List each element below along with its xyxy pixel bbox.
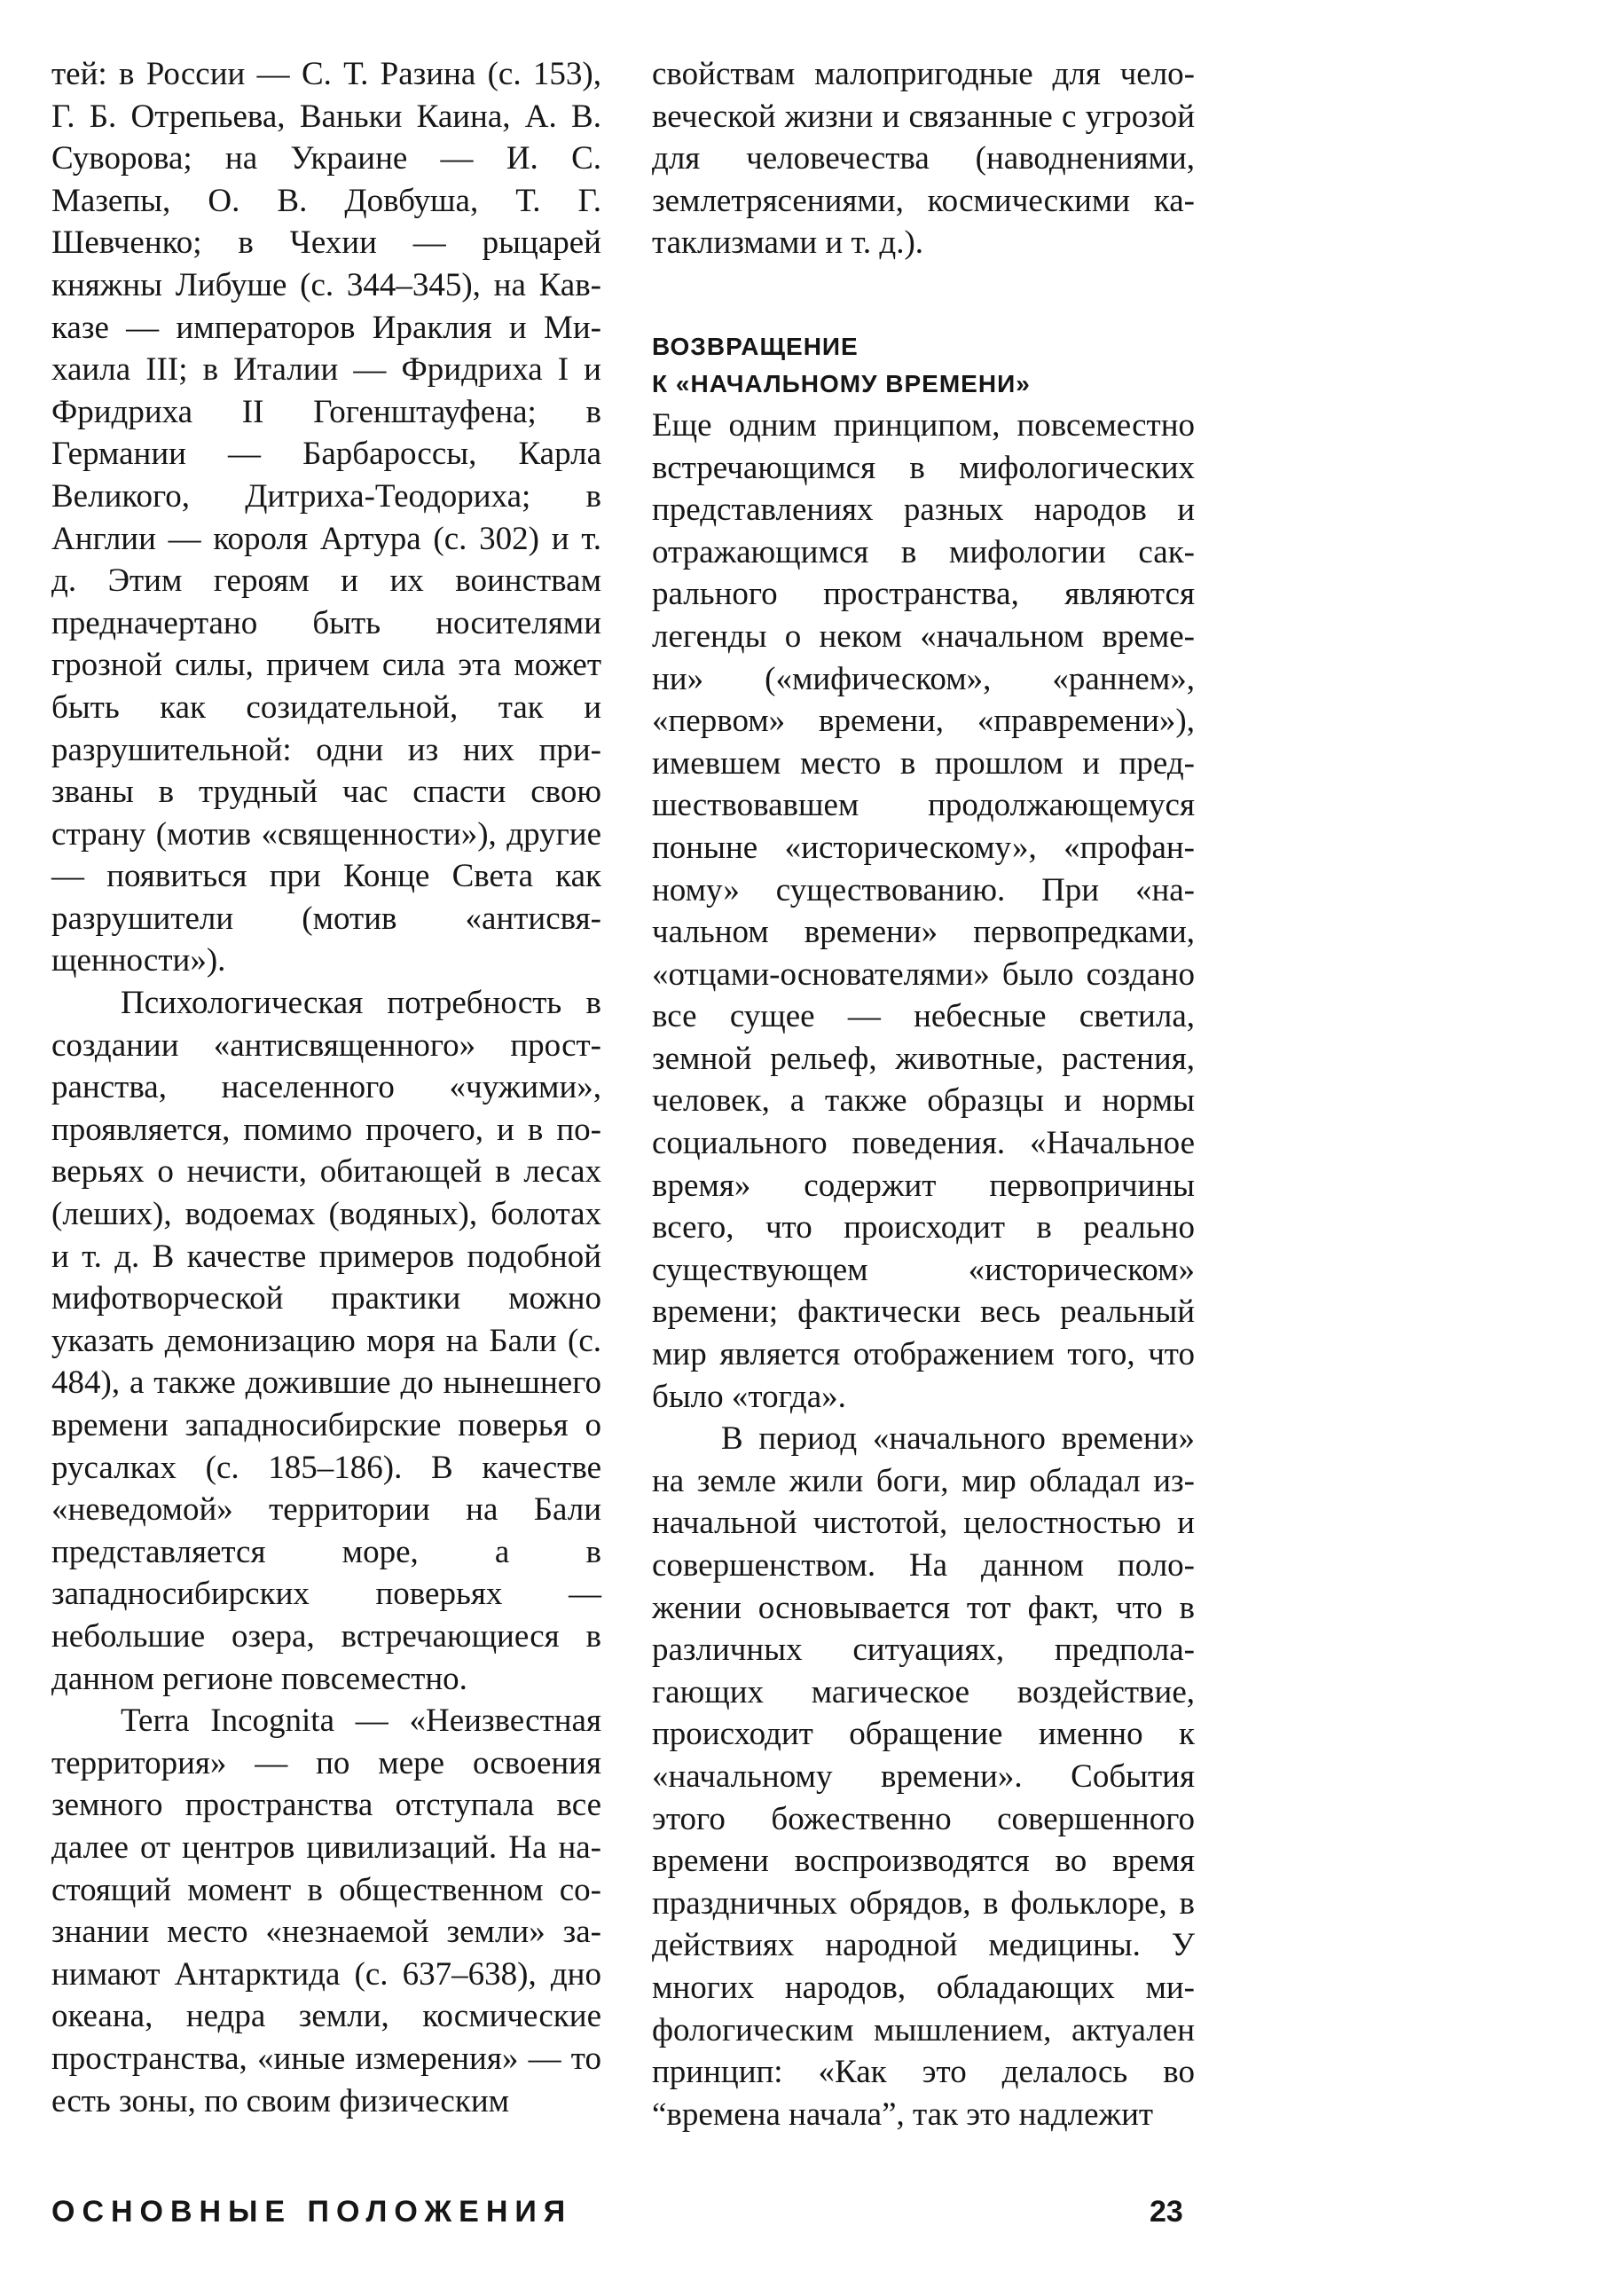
section-heading-line-2: К «НАЧАЛЬНОМУ ВРЕМЕНИ» <box>652 369 1031 397</box>
running-footer-title: ОСНОВНЫЕ ПОЛОЖЕНИЯ <box>51 2195 573 2229</box>
right-paragraph-2: Еще одним принципом, повсеместно встречающимся в мифологических представлениях разных народов и отражающимся в мифологии сакрального пространства, являются легенды о неком «начальном времени» («мифическом», «раннем», «первом» времени, «правремени»), имевшем место в прошлом и предшествовавшем продолжающемуся поныне «историческому», «профанному» существованию. При «начальном времени» первопредками, «отцами-основателями» было создано все сущее — небесные светила, земной рельеф, животные, растения, человек, а также образцы и нормы социального поведения. «Начальное время» содержит первопричины всего, что происходит в реально существующем «историческом» времени; фактически весь реальный мир является отображением того, что было «тогда». <box>652 406 1195 1415</box>
right-text-column <box>652 53 1195 2135</box>
left-paragraph-1: тей: в России — С. Т. Разина (с. 153), Г. Б. Отрепьева, Ваньки Каина, А. В. Суворова; на Украине — И. С. Мазепы, О. В. Довбуша, Т. Г. Шевченко; в Чехии — рыцарей княжны Либуше (с. 344–345), на Кавказе — императоров Ираклия и Михаила III; в Италии — Фридриха I и Фридриха II Гогенштауфена; в Германии — Барбароссы, Карла Великого, Дитриха-Теодориха; в Англии — короля Артура (с. 302) и т. д. Этим героям и их воинствам предначертано быть носителями грозной силы, причем сила эта может быть как созидательной, так и разрушительной: одни из них призваны в трудный час спасти свою страну (мотив «священности»), другие — появиться при Конце Света как разрушители (мотив «антисвященности»). <box>51 56 601 979</box>
right-paragraph-1: свойствам малопригодные для человеческой жизни и связанные с угрозой для человечества (наводнениями, землетрясениями, космическими катаклизмами и т. д.). <box>652 56 1195 262</box>
left-paragraph-3: Terra Incognita — «Неизвестная территория» — по мере освоения земного пространства отступала все далее от центров цивилизаций. На настоящий момент в общественном сознании место «незнаемой земли» занимают Антарктида (с. 637–638), дно океана, недра земли, космические пространства, «иные измерения» — то есть зоны, по своим физическим <box>51 1702 601 2119</box>
left-text-column <box>51 53 601 2122</box>
section-heading-line-1: ВОЗВРАЩЕНИЕ <box>652 332 859 360</box>
section-heading <box>652 328 1195 403</box>
left-paragraph-2: Психологическая потребность в создании «антисвященного» пространства, населенного «чужими», проявляется, помимо прочего, и в поверьях о нечисти, обитающей в лесах (леших), водоемах (водяных), болотах и т. д. В качестве примеров подобной мифотворческой практики можно указать демонизацию моря на Бали (с. 484), а также дожившие до нынешнего времени западносибирские поверья о русалках (с. 185–186). В качестве «неведомой» территории на Бали представляется море, а в западносибирских поверьях — небольшие озера, встречающиеся в данном регионе повсеместно. <box>51 985 601 1697</box>
page-number: 23 <box>1150 2195 1183 2229</box>
right-paragraph-3: В период «начального времени» на земле жили боги, мир обладал изначальной чистотой, целостностью и совершенством. На данном положении основывается тот факт, что в различных ситуациях, предполагающих магическое воздействие, происходит обращение именно к «начальному времени». События этого божественно совершенного времени воспроизводятся во время праздничных обрядов, в фольклоре, в действиях народной медицины. У многих народов, обладающих мифологическим мышлением, актуален принцип: «Как это делалось во “времена начала”, так это надлежит <box>652 1420 1195 2133</box>
